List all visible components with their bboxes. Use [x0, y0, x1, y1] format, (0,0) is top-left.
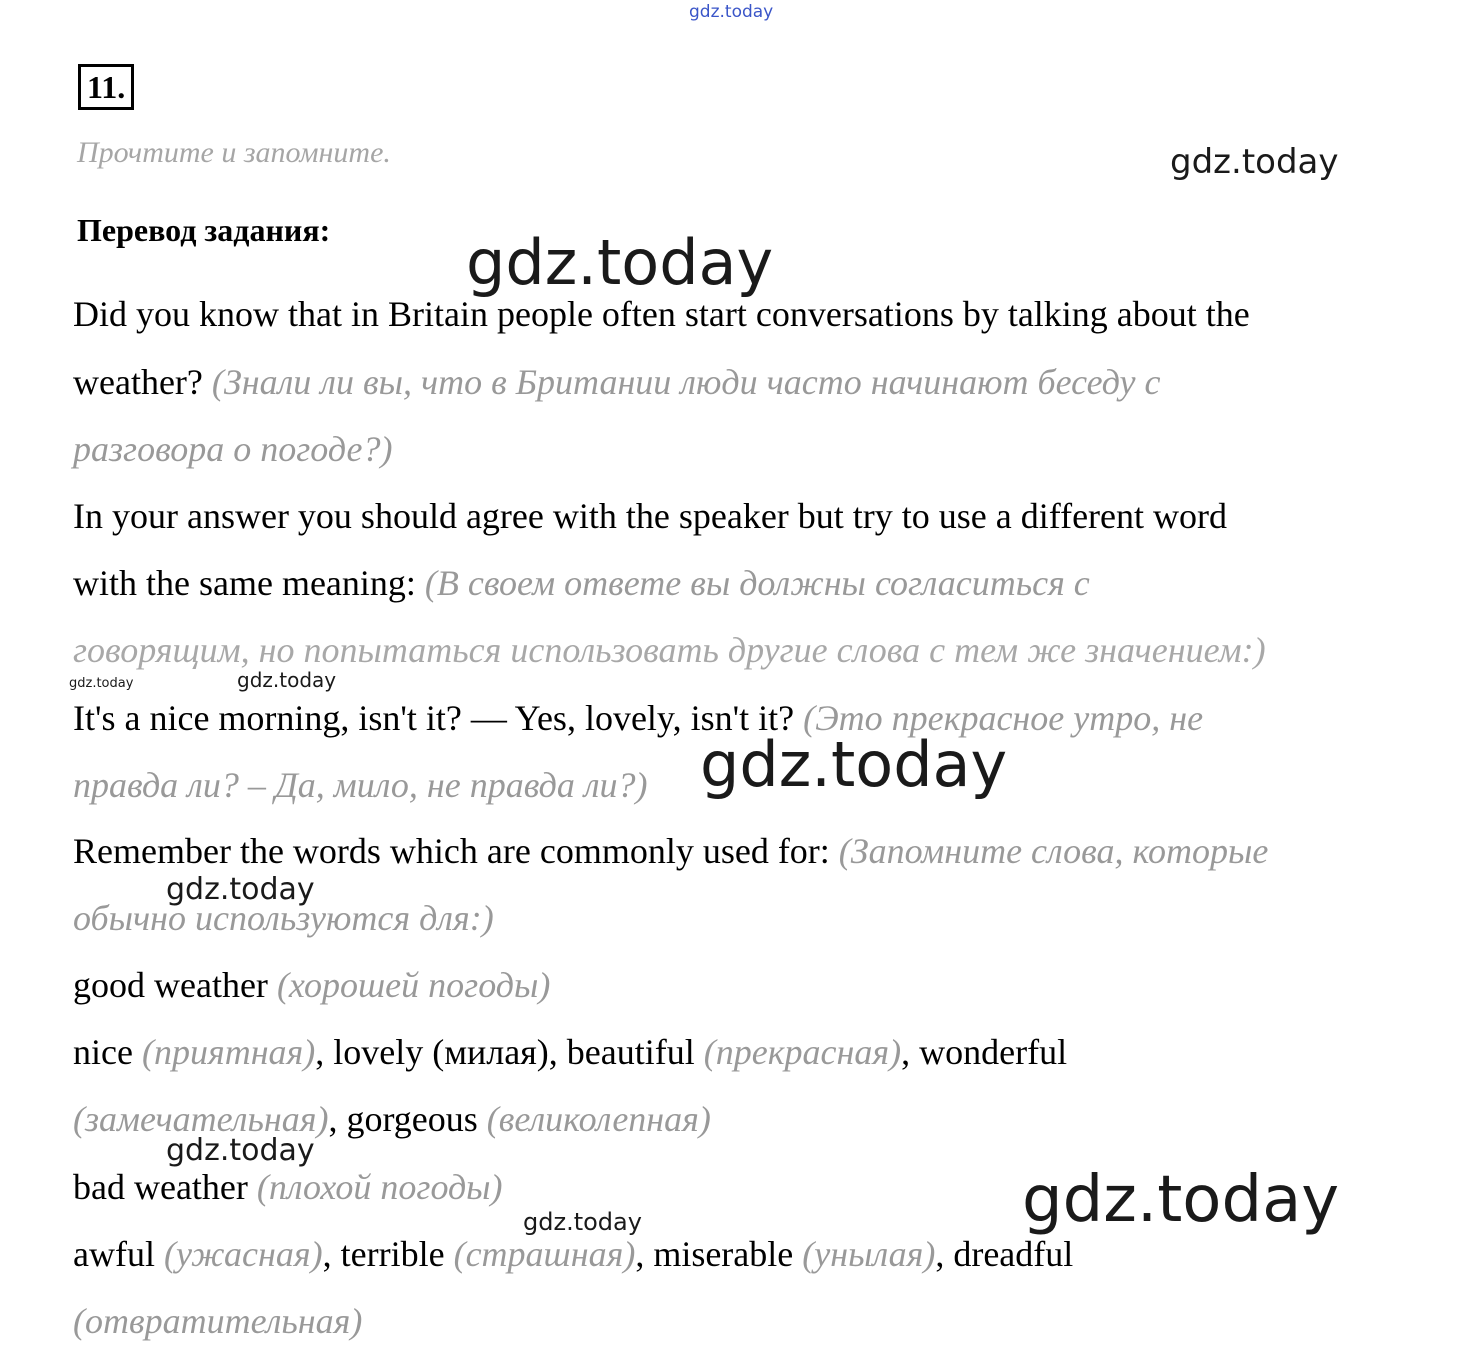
russian-translation: говорящим, но попытаться использовать другие слова с тем же значением:): [73, 630, 1266, 670]
russian-translation: (В своем ответе вы должны согласиться с: [424, 563, 1090, 603]
text-line: [73, 963, 550, 1007]
word-translation: (ужасная): [163, 1234, 323, 1274]
russian-translation: обычно используются для:): [73, 898, 494, 938]
text-line: [73, 628, 1266, 672]
word-translation: (замечательная): [73, 1099, 329, 1139]
english-text: It's a nice morning, isn't it? — Yes, lovely, isn't it?: [73, 698, 804, 738]
word: , dreadful: [935, 1234, 1074, 1274]
text-line: [73, 494, 1227, 538]
text-line: [73, 561, 1090, 605]
text-line: [73, 829, 1268, 873]
watermark: gdz.today: [700, 728, 1008, 801]
english-text: with the same meaning:: [73, 563, 425, 603]
english-text: Did you know that in Britain people often start conversations by talking about the: [73, 294, 1250, 334]
watermark: gdz.today: [1170, 142, 1339, 182]
bad-words-line: [73, 1299, 362, 1343]
word-translation: (великолепная): [486, 1099, 711, 1139]
russian-translation: разговора о погоде?): [73, 429, 393, 469]
word: nice: [73, 1032, 142, 1072]
top-watermark: gdz.today: [689, 2, 774, 22]
good-words-line: [73, 1030, 1067, 1074]
word: , wonderful: [901, 1032, 1068, 1072]
watermark: gdz.today: [1022, 1163, 1340, 1237]
english-text: bad weather: [73, 1167, 257, 1207]
russian-translation: (Запомните слова, которые: [838, 831, 1269, 871]
bad-words-line: [73, 1232, 1073, 1276]
word-translation: (приятная): [141, 1032, 316, 1072]
russian-translation: (Знали ли вы, что в Британии люди часто начинают беседу с: [211, 362, 1161, 402]
english-text: Remember the words which are commonly used for:: [73, 831, 839, 871]
watermark: gdz.today: [69, 676, 134, 691]
russian-translation: (хорошей погоды): [276, 965, 551, 1005]
word: , terrible: [322, 1234, 454, 1274]
text-line: [73, 360, 1160, 404]
english-text: In your answer you should agree with the speaker but try to use a different word: [73, 496, 1228, 536]
text-line: [73, 763, 648, 807]
russian-translation: правда ли? – Да, мило, не правда ли?): [73, 765, 648, 805]
english-text: good weather: [73, 965, 277, 1005]
section-heading: Перевод задания:: [77, 212, 331, 248]
watermark: gdz.today: [237, 668, 337, 692]
word-translation: (унылая): [802, 1234, 936, 1274]
text-line: [73, 696, 1203, 740]
watermark: gdz.today: [523, 1208, 642, 1236]
bad-weather-heading: [73, 1165, 503, 1209]
task-instruction: Прочтите и запомните.: [77, 136, 391, 169]
word: , miserable: [635, 1234, 803, 1274]
russian-translation: (плохой погоды): [256, 1167, 503, 1207]
english-text: weather?: [73, 362, 212, 402]
word: awful: [73, 1234, 164, 1274]
word-translation: (прекрасная): [703, 1032, 902, 1072]
russian-translation: (Это прекрасное утро, не: [803, 698, 1204, 738]
watermark: gdz.today: [166, 872, 315, 907]
word: , lovely (милая), beautiful: [315, 1032, 704, 1072]
task-number: 11.: [78, 64, 134, 110]
watermark: gdz.today: [166, 1133, 315, 1168]
text-line: [73, 427, 392, 471]
word-translation: (отвратительная): [73, 1301, 363, 1341]
watermark: gdz.today: [466, 226, 774, 299]
word-translation: (страшная): [453, 1234, 636, 1274]
word: , gorgeous: [328, 1099, 487, 1139]
